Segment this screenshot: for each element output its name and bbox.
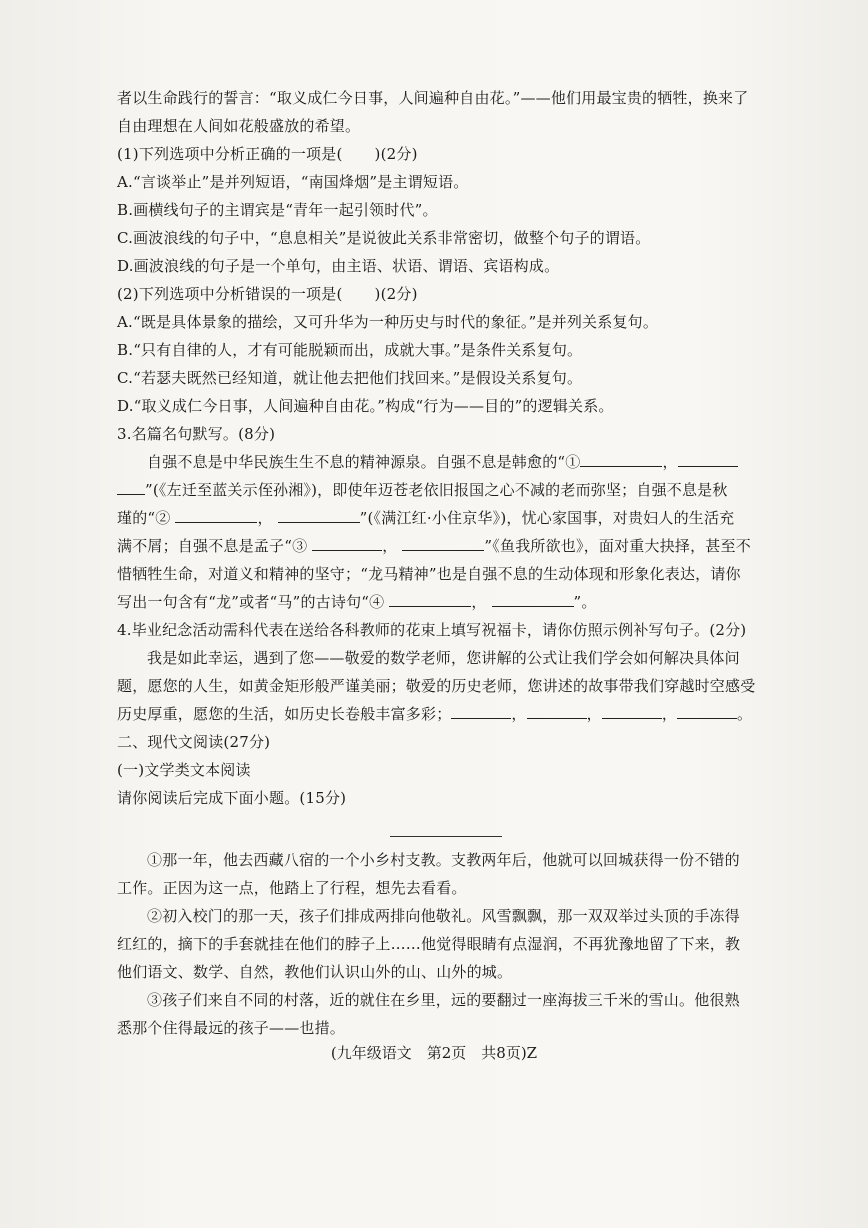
- q3-line: [117, 448, 772, 476]
- fill-blank[interactable]: [312, 534, 382, 551]
- fill-blank[interactable]: [451, 702, 511, 719]
- passage-line: 悉那个住得最远的孩子——也措。: [117, 1019, 346, 1037]
- fill-blank[interactable]: [175, 506, 257, 523]
- text-line: 者以生命践行的誓言：“取义成仁今日事，人间遍种自由花。”——他们用最宝贵的牺牲，换来了: [117, 89, 749, 107]
- passage-line: 工作。正因为这一点，他踏上了行程，想先去看看。: [117, 879, 467, 897]
- reading-passage: [117, 846, 772, 1042]
- q3-text: ”。: [573, 593, 597, 611]
- q4-line: [117, 700, 772, 728]
- fill-blank[interactable]: [389, 590, 471, 607]
- fill-blank[interactable]: [278, 506, 360, 523]
- q3-text: ”《鱼我所欲也》，面对重大抉择，甚至不: [484, 537, 751, 555]
- question-4-title: 4.毕业纪念活动需科代表在送给各科教师的花束上填写祝福卡，请你仿照示例补写句子。(2分): [117, 621, 747, 639]
- question-stem-end: )(2分): [374, 285, 418, 303]
- question-3-title: 3.名篇名句默写。(8分): [117, 425, 276, 443]
- q4-text: ，: [511, 705, 527, 723]
- passage-line: ②初入校门的那一天，孩子们排成两排向他敬礼。风雪飘飘，那一双双举过头顶的手冻得: [147, 907, 740, 925]
- question-1-stem: [117, 140, 772, 168]
- q3-text: ”(《左迁至蓝关示侄孙湘》)，即使年迈苍老依旧报国之心不减的老而弥坚；自强不息是秋: [145, 481, 728, 499]
- q4-line: 我是如此幸运，遇到了您——敬爱的数学老师，您讲解的公式让我们学会如何解决具体问: [147, 649, 740, 667]
- page-footer: (九年级语文 第2页 共8页)Z: [330, 1044, 538, 1062]
- question-stem-start: (2)下列选项中分析错误的一项是(: [117, 285, 343, 303]
- fill-blank[interactable]: [402, 534, 484, 551]
- q3-line: [117, 476, 772, 504]
- text-line: 自由理想在人间如花般盛放的希望。: [117, 117, 361, 135]
- q3-line: [117, 504, 772, 532]
- passage-line: ①那一年，他去西藏八宿的一个小乡村支教。支教两年后，他就可以回城获得一份不错的: [147, 851, 740, 869]
- option-b: B.画横线句子的主谓宾是“青年一起引领时代”。: [117, 201, 438, 219]
- option-d: D.画波浪线的句子是一个单句，由主语、状语、谓语、宾语构成。: [117, 257, 560, 275]
- q3-text: ，: [257, 509, 273, 527]
- q4-text: 历史厚重，愿您的生活，如历史长卷般丰富多彩；: [117, 705, 452, 723]
- q3-line: 惜牺牲生命，对道义和精神的坚守；“龙马精神”也是自强不息的生动体现和形象化表达，请你: [117, 565, 741, 583]
- passage-line: 他们语文、数学、自然，教他们认识山外的山、山外的城。: [117, 963, 513, 981]
- q3-text: ，: [382, 537, 398, 555]
- fill-blank[interactable]: [117, 478, 145, 495]
- section-2-title: 二、现代文阅读(27分): [117, 733, 271, 751]
- section-2-subtitle: (一)文学类文本阅读: [117, 761, 251, 779]
- q3-text: 自强不息是中华民族生生不息的精神源泉。自强不息是韩愈的“①: [147, 453, 581, 471]
- q3-text: ”(《满江红·小住京华》)，忧心家国事，对贵妇人的生活充: [359, 509, 735, 527]
- q3-text: 写出一句含有“龙”或者“马”的古诗句“④: [117, 593, 385, 611]
- question-2-stem: [117, 280, 772, 308]
- q4-text: 。: [737, 705, 753, 723]
- fill-blank[interactable]: [602, 702, 662, 719]
- option-a: A.“既是具体景象的描绘，又可升华为一种历史与时代的象征。”是并列关系复句。: [117, 313, 659, 331]
- passage-line: 红红的，摘下的手套就挂在他们的脖子上……他觉得眼睛有点湿润，不再犹豫地留了下来，教: [117, 935, 741, 953]
- fill-blank[interactable]: [492, 590, 574, 607]
- q3-text: 满不屑；自强不息是孟子“③: [117, 537, 308, 555]
- section-2-instruction: 请你阅读后完成下面小题。(15分): [117, 789, 347, 807]
- q3-line: [117, 532, 772, 560]
- q3-line: [117, 588, 772, 616]
- passage-line: ③孩子们来自不同的村落，近的就住在乡里，远的要翻过一座海拔三千米的雪山。他很熟: [147, 991, 740, 1009]
- option-c: C.画波浪线的句子中，“息息相关”是说彼此关系非常密切，做整个句子的谓语。: [117, 229, 651, 247]
- option-a: A.“言谈举止”是并列短语，“南国烽烟”是主谓短语。: [117, 173, 469, 191]
- q4-line: 题，愿您的人生，如黄金矩形般严谨美丽；敬爱的历史老师，您讲述的故事带我们穿越时空感受: [117, 677, 756, 695]
- q3-text: ，: [662, 453, 678, 471]
- fill-blank[interactable]: [527, 702, 587, 719]
- q3-text: 瑾的“②: [117, 509, 171, 527]
- q4-text: ，: [586, 705, 602, 723]
- fill-blank[interactable]: [677, 702, 737, 719]
- q3-text: ，: [471, 593, 487, 611]
- fill-blank[interactable]: [580, 450, 662, 467]
- question-stem-start: (1)下列选项中分析正确的一项是(: [117, 145, 343, 163]
- q4-text: ，: [661, 705, 678, 723]
- passage-title-line: [390, 836, 502, 837]
- option-d: D.“取义成仁今日事，人间遍种自由花。”构成“行为——目的”的逻辑关系。: [117, 397, 614, 415]
- option-b: B.“只有自律的人，才有可能脱颖而出，成就大事。”是条件关系复句。: [117, 341, 583, 359]
- fill-blank[interactable]: [678, 450, 738, 467]
- option-c: C.“若瑟夫既然已经知道，就让他去把他们找回来。”是假设关系复句。: [117, 369, 583, 387]
- question-stem-end: )(2分): [374, 145, 418, 163]
- exam-content: [117, 84, 772, 812]
